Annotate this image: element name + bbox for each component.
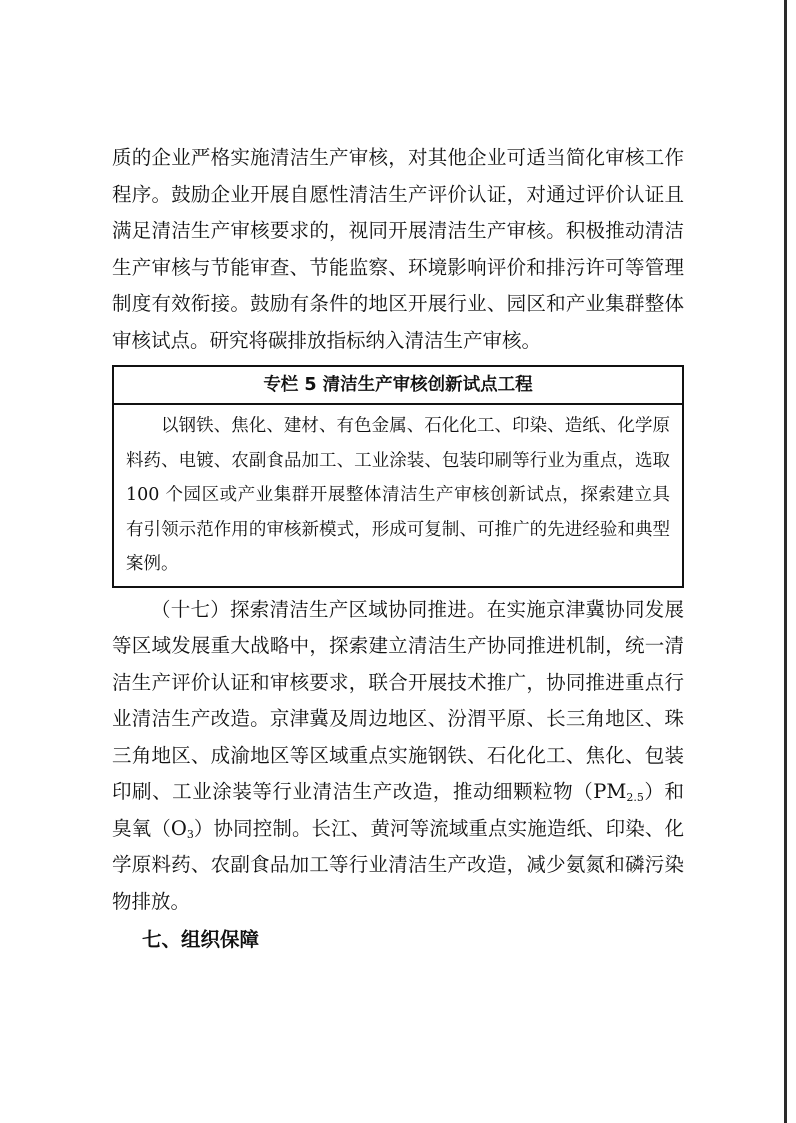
column-box-body: 以钢铁、焦化、建材、有色金属、石化化工、印染、造纸、化学原料药、电镀、农副食品加工、工业涂装、包装印刷等行业为重点，选取 100 个园区或产业集群开展整体清洁生产审核创新试点，探索建立具有引领示范作用的审核新模式，形成可复制、可推广的先进经验和典型案例。: [126, 416, 670, 575]
p2-text-1: （十七）探索清洁生产区域协同推进。在实施京津冀协同发展等区域发展重大战略中，探索建立清洁生产协同推进机制，统一清洁生产评价认证和审核要求，联合开展技术推广，协同推进重点行业清洁生产改造。京津冀及周边地区、汾渭平原、长三角地区、珠三角地区、成渝地区等区域重点实施钢铁、石化化工、焦化、包装印刷、工业涂装等行业清洁生产改造，推动细颗粒物（PM: [112, 597, 684, 804]
column-box-5: [112, 365, 684, 588]
section-heading: 七、组织保障: [142, 928, 260, 952]
paragraph-regional-coordination: [112, 592, 684, 921]
document-page: [112, 140, 684, 958]
column-box-title: 专栏 5 清洁生产审核创新试点工程: [114, 367, 682, 405]
o3-subscript: 3: [186, 827, 194, 841]
paragraph-audit-procedure: 质的企业严格实施清洁生产审核，对其他企业可适当简化审核工作程序。鼓励企业开展自愿性清洁生产评价认证，对通过评价认证且满足清洁生产审核要求的，视同开展清洁生产审核。积极推动清洁生产审核与节能审查、节能监察、环境影响评价和排污许可等管理制度有效衔接。鼓励有条件的地区开展行业、园区和产业集群整体审核试点。研究将碳排放指标纳入清洁生产审核。: [112, 146, 684, 352]
page-edge-line: [784, 0, 787, 1123]
pm-subscript: 2.5: [626, 791, 644, 805]
p2-text-2: ）和臭氧（O: [112, 780, 684, 840]
p2-text-3: ）协同控制。长江、黄河等流域重点实施造纸、印染、化学原料药、农副食品加工等行业清洁生产改造，减少氨氮和磷污染物排放。: [112, 816, 684, 913]
